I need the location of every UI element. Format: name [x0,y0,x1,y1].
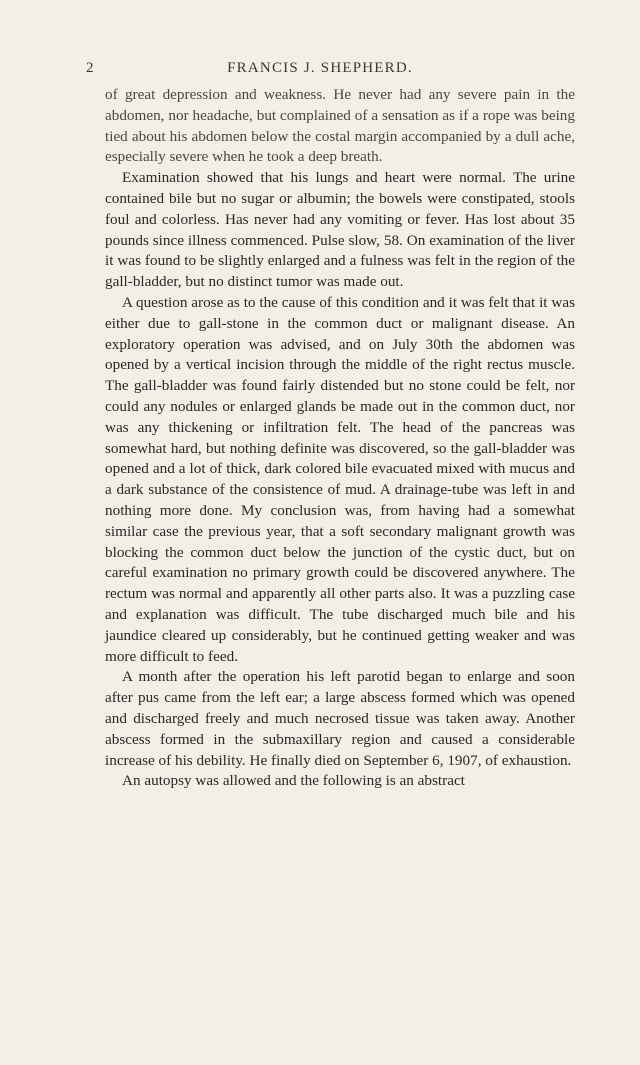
paragraph-4: A month after the operation his left parotid began to enlarge and soon after pus came from the left ear; a large abscess formed which was opened and discharged freely and much necrosed tissue was taken away. Another abscess formed in the submaxillary region and caused a considerable increase of his debility. He finally died on September 6, 1907, of exhaustion. [105,668,575,769]
paragraph-5: An autopsy was allowed and the following is an abstract [122,772,465,790]
paragraph-2: Examination showed that his lungs and heart were normal. The urine contained bile but no sugar or albumin; the bowels were constipated, stools foul and colorless. Has never had any vomiting or fever. Has lost about 35 pounds since illness commenced. Pulse slow, 58. On examination of the liver it was found to be slightly enlarged and a fulness was felt in the region of the gall-bladder, but no distinct tumor was made out. [105,169,575,291]
running-head: FRANCIS J. SHEPHERD. [227,60,413,76]
page-number: 2 [86,60,94,76]
paragraph-1: of great depression and weakness. He never had any severe pain in the abdomen, nor headache, but complained of a sensation as if a rope was being tied about his abdomen below the costal margin accompanied by a dull ache, especially severe when he took a deep breath. [105,86,575,166]
body-text [105,85,575,792]
paragraph-3: A question arose as to the cause of this condition and it was felt that it was either due to gall-stone in the common duct or malignant disease. An exploratory operation was advised, and on July 30th the abdomen was opened by a vertical incision through the middle of the right rectus muscle. The gall-bladder was found fairly distended but no stone could be felt, nor could any nodules or enlarged glands be made out in the common duct, nor was any thickening or infiltration felt. The head of the pancreas was somewhat hard, but nothing definite was discovered, so the gall-bladder was opened and a lot of thick, dark colored bile evacuated mixed with mucus and a dark substance of the consistence of mud. A drainage-tube was left in and nothing more done. My conclusion was, from having had a somewhat similar case the previous year, that a soft secondary malignant growth was blocking the common duct below the junction of the cystic duct, but on careful examination no primary growth could be discovered anywhere. The rectum was normal and apparently all other parts also. It was a puzzling case and explanation was difficult. The tube discharged much bile and his jaundice cleared up considerably, but he continued getting weaker and was more difficult to feed. [105,293,575,665]
